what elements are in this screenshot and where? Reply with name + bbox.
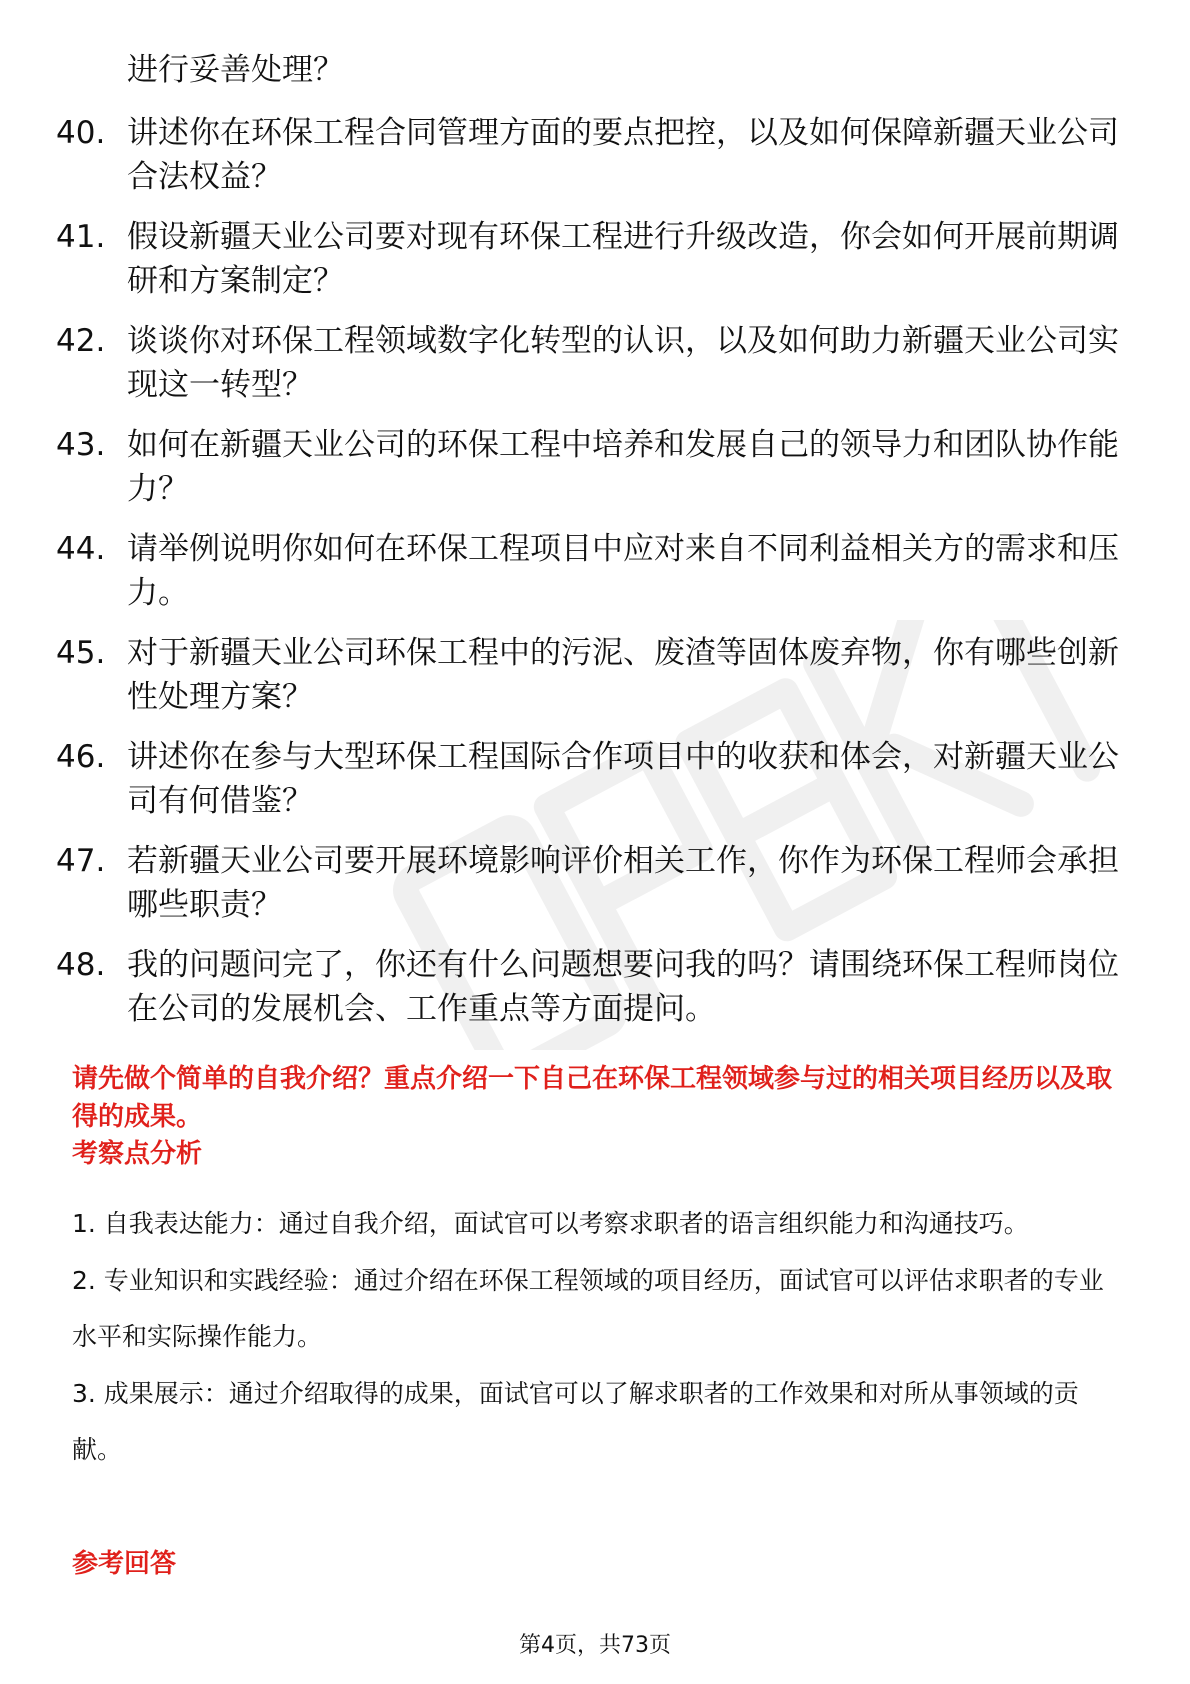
question-number: 43. (56, 427, 106, 463)
continuation-text: 进行妥善处理？ (127, 52, 344, 88)
analysis-heading: 考察点分析 (72, 1139, 203, 1169)
list-item (56, 735, 1126, 839)
question-text: 讲述你在环保工程合同管理方面的要点把控，以及如何保障新疆天业公司合法权益？ (127, 115, 1119, 195)
question-number: 47. (56, 843, 106, 879)
analysis-point: 3. 成果展示：通过介绍取得的成果，面试官可以了解求职者的工作效果和对所从事领域的贡献。 (72, 1379, 1079, 1464)
list-item (56, 943, 1126, 1047)
question-text: 讲述你在参与大型环保工程国际合作项目中的收获和体会，对新疆天业公司有何借鉴？ (127, 739, 1119, 819)
question-number: 48. (56, 947, 106, 983)
question-text: 如何在新疆天业公司的环保工程中培养和发展自己的领导力和团队协作能力？ (127, 427, 1119, 507)
question-text: 假设新疆天业公司要对现有环保工程进行升级改造，你会如何开展前期调研和方案制定？ (127, 219, 1119, 299)
question-text: 谈谈你对环保工程领域数字化转型的认识，以及如何助力新疆天业公司实现这一转型？ (127, 323, 1119, 403)
list-item (56, 631, 1126, 735)
answer-heading: 参考回答 (72, 1549, 177, 1579)
question-number: 42. (56, 323, 106, 359)
list-item (56, 527, 1126, 631)
question-text: 请举例说明你如何在环保工程项目中应对来自不同利益相关方的需求和压力。 (127, 531, 1119, 611)
list-item (56, 423, 1126, 527)
analysis-point: 2. 专业知识和实践经验：通过介绍在环保工程领域的项目经历，面试官可以评估求职者的专业水平和实际操作能力。 (72, 1266, 1104, 1351)
list-item (56, 215, 1126, 319)
highlight-question: 请先做个简单的自我介绍？重点介绍一下自己在环保工程领域参与过的相关项目经历以及取得的成果。 (72, 1064, 1113, 1132)
question-number: 44. (56, 531, 106, 567)
question-number: 41. (56, 219, 106, 255)
analysis-list (72, 1196, 1122, 1479)
list-item (56, 319, 1126, 423)
question-number: 40. (56, 115, 106, 151)
question-text: 我的问题问完了，你还有什么问题想要问我的吗？请围绕环保工程师岗位在公司的发展机会、工作重点等方面提问。 (127, 947, 1119, 1027)
question-number: 46. (56, 739, 106, 775)
list-item (56, 111, 1126, 215)
question-text: 对于新疆天业公司环保工程中的污泥、废渣等固体废弃物，你有哪些创新性处理方案？ (127, 635, 1119, 715)
list-item (56, 839, 1126, 943)
question-list (56, 111, 1126, 1047)
analysis-point: 1. 自我表达能力：通过自我介绍，面试官可以考察求职者的语言组织能力和沟通技巧。 (72, 1209, 1029, 1238)
question-number: 45. (56, 635, 106, 671)
page-footer: 第4页，共73页 (519, 1633, 671, 1658)
question-text: 若新疆天业公司要开展环境影响评价相关工作，你作为环保工程师会承担哪些职责？ (127, 843, 1119, 923)
